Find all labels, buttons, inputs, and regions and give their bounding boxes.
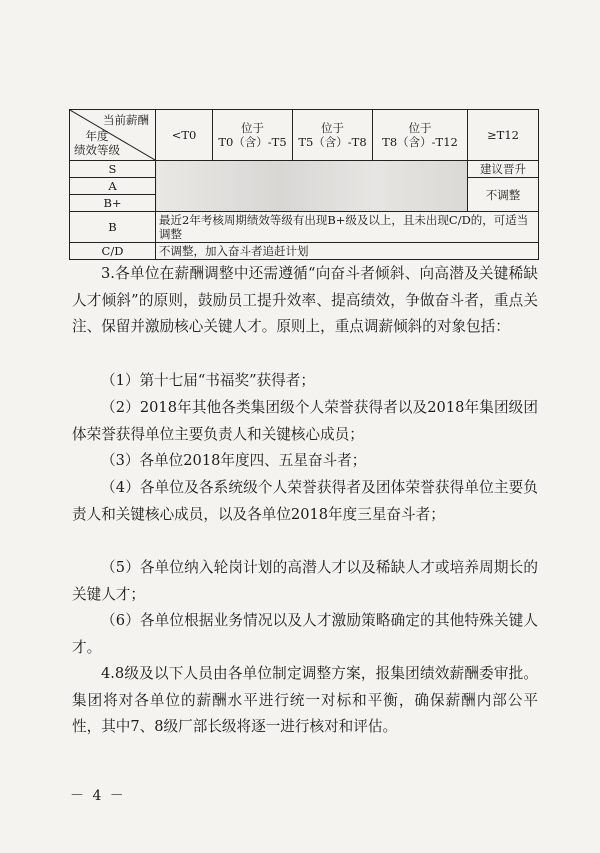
- grade-cell: S: [70, 161, 156, 178]
- adjust-cell: 建议晋升: [468, 161, 539, 178]
- table-row: [70, 243, 539, 260]
- grade-cell: C/D: [70, 243, 156, 260]
- page-number: － 4 －: [70, 788, 126, 804]
- list-item: （3）各单位2018年度四、五星奋斗者；: [101, 452, 367, 469]
- table-corner-header: [70, 110, 156, 161]
- grade-cell: B+: [70, 195, 156, 212]
- column-header: ≥T12: [468, 110, 539, 161]
- rule-cell: 不调整，加入奋斗者追赶计划: [156, 243, 539, 260]
- list-item: （1）第十七届“书福奖”获得者；: [101, 372, 315, 389]
- column-header: 位于 T5（含）-T8: [293, 110, 373, 161]
- column-header: 位于 T0（含）-T5: [213, 110, 293, 161]
- grade-cell: B: [70, 212, 156, 243]
- redacted-cell: [156, 161, 468, 212]
- list-item: （6）各单位根据业务情况以及人才激励策略确定的其他特殊关键人才。: [72, 612, 538, 656]
- column-header: <T0: [156, 110, 213, 161]
- adjust-cell: 不调整: [468, 178, 539, 212]
- table-row: [70, 161, 539, 178]
- rule-cell: 最近2年考核周期绩效等级有出现B+级及以上，且未出现C/D的，可适当调整: [156, 212, 539, 243]
- grade-cell: A: [70, 178, 156, 195]
- corner-label-grade: 年度 绩效等级: [74, 129, 120, 157]
- column-header: 位于 T8（含）-T12: [373, 110, 468, 161]
- list-item: （2）2018年其他各类集团级个人荣誉获得者以及2018年集团级团体荣誉获得单位主要负责人和关键核心成员；: [72, 399, 538, 443]
- table-row: [70, 212, 539, 243]
- paragraph-principle: 3.各单位在薪酬调整中还需遵循“向奋斗者倾斜、向高潜及关键稀缺人才倾斜”的原则，鼓励员工提升效率、提高绩效，争做奋斗者，重点关注、保留并激励核心关键人才。原则上，重点调薪倾斜的对象包括：: [72, 265, 538, 335]
- salary-adjustment-table: [69, 109, 539, 260]
- corner-label-salary: 当前薪酬: [103, 113, 149, 127]
- list-item: （4）各单位及各系统级个人荣誉获得者及团体荣誉获得单位主要负责人和关键核心成员，以及各单位2018年度三星奋斗者；: [72, 479, 538, 523]
- list-item: （5）各单位纳入轮岗计划的高潜人才以及稀缺人才或培养周期长的关键人才；: [72, 559, 538, 603]
- paragraph-approval: 4.8级及以下人员由各单位制定调整方案，报集团绩效薪酬委审批。集团将对各单位的薪酬水平进行统一对标和平衡，确保薪酬内部公平性，其中7、8级厂部长级将逐一进行核对和评估。: [72, 665, 538, 735]
